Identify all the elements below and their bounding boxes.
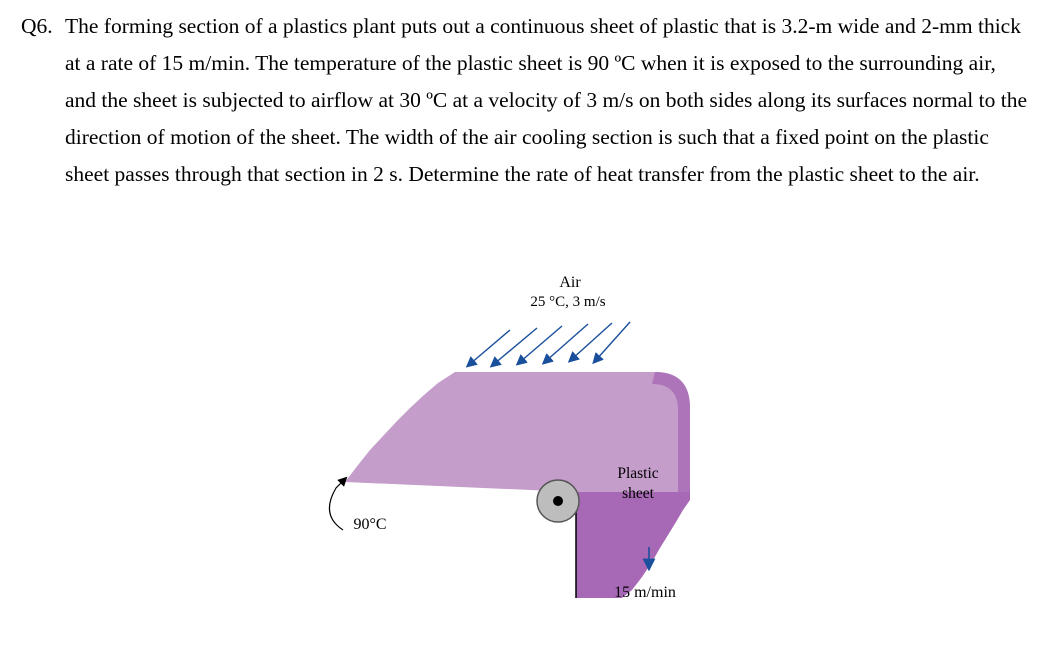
plastic-sheet-label-line1: Plastic [617,465,659,482]
inlet-motion-arrow [329,480,344,530]
air-arrow [520,326,562,362]
air-arrow [546,324,588,361]
air-arrow [494,328,537,364]
inlet-temperature-label: 90°C [353,516,387,533]
question-text: The forming section of a plastics plant puts out a continuous sheet of plastic that is 3.2-m wide and 2-mm thick at a rate of 15 m/min. The temperature of the plastic sheet is 90 ºC when it is exposed to the surrounding air, and the sheet is subjected to airflow at 30 ºC at a velocity of 3 m/s on both sides along its surfaces normal to the direction of motion of the sheet. The width of the air cooling section is such that a fixed point on the plastic sheet passes through that section in 2 s. Determine the rate of heat transfer from the plastic sheet to the air. [65,14,1028,186]
sheet-front-surface [576,492,690,598]
air-conditions-label: 25 °C, 3 m/s [530,294,606,310]
roller-axle [553,496,563,506]
air-arrow [596,322,630,360]
sheet-speed-label: 15 m/min [614,584,676,601]
air-label: Air [559,274,581,291]
plastic-sheet-label-line2: sheet [622,485,654,502]
question-number: Q6. [21,14,53,38]
air-arrow [470,330,510,364]
air-arrow [572,323,612,359]
air-flow-arrows [470,322,630,364]
